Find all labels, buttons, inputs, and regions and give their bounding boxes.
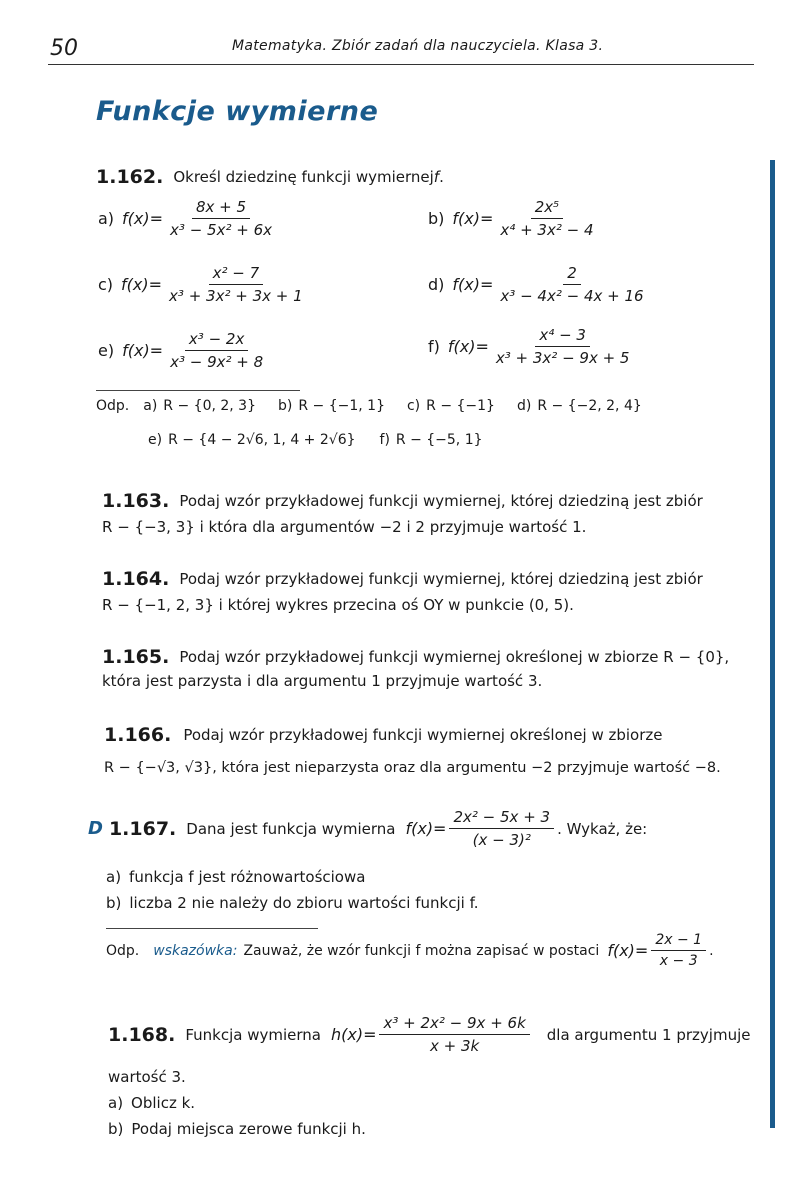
answer-label: f) bbox=[379, 432, 390, 448]
answers-label: Odp. bbox=[106, 942, 140, 959]
numerator: x² − 7 bbox=[209, 264, 264, 285]
answer-label: a) bbox=[143, 398, 158, 414]
formula-lhs: h(x)= bbox=[330, 1025, 377, 1044]
formula-lhs: f(x)= bbox=[405, 819, 447, 838]
answers-1-162-line2 bbox=[148, 432, 483, 448]
difficulty-marker: D bbox=[88, 818, 103, 839]
answers-label: Odp. bbox=[96, 398, 130, 414]
fraction bbox=[166, 198, 276, 239]
answer-value: R − {−1, 1} bbox=[298, 398, 385, 414]
problem-1-167 bbox=[88, 808, 647, 849]
problem-1-168 bbox=[108, 1014, 750, 1055]
item-label: a) bbox=[106, 868, 122, 886]
fraction bbox=[492, 326, 634, 367]
problem-text: Określ dziedzinę funkcji wymiernej bbox=[173, 168, 434, 186]
item-label: e) bbox=[98, 341, 115, 360]
margin-bar bbox=[770, 160, 775, 1128]
fraction bbox=[449, 808, 554, 849]
denominator: x + 3k bbox=[430, 1037, 480, 1055]
formula-lhs: f(x)= bbox=[121, 275, 163, 294]
section-title: Funkcje wymierne bbox=[96, 96, 379, 127]
item-label: d) bbox=[428, 275, 445, 294]
formula-c bbox=[98, 264, 310, 305]
problem-number: 1.163. bbox=[102, 490, 170, 512]
fraction bbox=[496, 198, 597, 239]
fraction bbox=[165, 264, 307, 305]
problem-text-line2: R − {−3, 3} i która dla argumentów −2 i 2 przyjmuje wartość 1. bbox=[102, 518, 587, 536]
answer-label: c) bbox=[406, 398, 421, 414]
problem-1-165 bbox=[102, 646, 729, 668]
item-label: a) bbox=[108, 1094, 124, 1112]
item-label: b) bbox=[108, 1120, 124, 1138]
formula-e bbox=[98, 330, 270, 371]
formula-lhs: f(x)= bbox=[452, 209, 494, 228]
formula-lhs: f(x)= bbox=[452, 275, 494, 294]
problem-text-end: . Wykaż, że: bbox=[557, 819, 648, 838]
numerator: 8x + 5 bbox=[192, 198, 250, 219]
item-text: Oblicz k. bbox=[131, 1094, 196, 1112]
answer-label: d) bbox=[516, 398, 532, 414]
denominator: x³ + 3x² − 9x + 5 bbox=[495, 349, 630, 367]
item-text: Podaj miejsca zerowe funkcji h. bbox=[131, 1120, 366, 1138]
problem-number: 1.162. bbox=[96, 166, 164, 188]
problem-text-end: dla argumentu 1 przyjmuje bbox=[546, 1025, 751, 1044]
problem-text-line2: wartość 3. bbox=[108, 1068, 186, 1086]
denominator: x³ − 4x² − 4x + 16 bbox=[500, 287, 644, 305]
formula-d bbox=[428, 264, 651, 305]
problem-number: 1.164. bbox=[102, 568, 170, 590]
page-number: 50 bbox=[50, 36, 78, 61]
numerator: x³ + 2x² − 9x + 6k bbox=[379, 1014, 529, 1035]
formula-b bbox=[428, 198, 600, 239]
item-label: b) bbox=[428, 209, 445, 228]
problem-number: 1.165. bbox=[102, 646, 170, 668]
answers-1-162-line1 bbox=[96, 398, 642, 414]
answer-label: e) bbox=[148, 432, 163, 448]
problem-text-f: f bbox=[433, 168, 440, 186]
answer-value: R − {−5, 1} bbox=[395, 432, 483, 448]
denominator: x³ + 3x² + 3x + 1 bbox=[169, 287, 303, 305]
problem-text-end: . bbox=[439, 168, 444, 186]
formula-lhs: f(x)= bbox=[122, 341, 164, 360]
answer-separator bbox=[106, 928, 318, 929]
formula-lhs: f(x)= bbox=[122, 209, 164, 228]
problem-1-167-item-b bbox=[106, 894, 479, 912]
numerator: 2x⁵ bbox=[531, 198, 563, 219]
problem-text: Podaj wzór przykładowej funkcji wymiernej określonej w zbiorze bbox=[183, 726, 663, 744]
numerator: x³ − 2x bbox=[185, 330, 248, 351]
answers-1-167 bbox=[106, 932, 714, 969]
fraction bbox=[496, 264, 647, 305]
problem-1-167-item-a bbox=[106, 868, 365, 886]
denominator: (x − 3)² bbox=[472, 831, 531, 849]
problem-number: 1.166. bbox=[104, 724, 172, 746]
answer-value: R − {−1} bbox=[426, 398, 495, 414]
answer-separator bbox=[96, 390, 300, 391]
denominator: x³ − 5x² + 6x bbox=[170, 221, 272, 239]
answer-label: b) bbox=[278, 398, 293, 414]
hint-label: wskazówka: bbox=[153, 942, 238, 959]
answer-value: R − {4 − 2√6, 1, 4 + 2√6} bbox=[168, 432, 356, 448]
numerator: 2 bbox=[563, 264, 581, 285]
problem-number: 1.167. bbox=[108, 817, 177, 840]
denominator: x − 3 bbox=[659, 953, 698, 969]
problem-1-168-item-b bbox=[108, 1120, 366, 1138]
item-label: f) bbox=[428, 337, 440, 356]
hint-text: Zauważ, że wzór funkcji f można zapisać w postaci bbox=[243, 942, 600, 959]
numerator: x⁴ − 3 bbox=[535, 326, 590, 347]
header-rule bbox=[48, 64, 754, 65]
problem-1-164 bbox=[102, 568, 703, 590]
numerator: 2x² − 5x + 3 bbox=[449, 808, 554, 829]
numerator: 2x − 1 bbox=[651, 932, 706, 951]
problem-text: Podaj wzór przykładowej funkcji wymiernej, której dziedziną jest zbiór bbox=[179, 570, 703, 588]
problem-text-line2: która jest parzysta i dla argumentu 1 przyjmuje wartość 3. bbox=[102, 672, 543, 690]
item-label: c) bbox=[98, 275, 114, 294]
hint-end: . bbox=[709, 942, 714, 959]
problem-text: Podaj wzór przykładowej funkcji wymiernej określonej w zbiorze R − {0}, bbox=[179, 648, 730, 666]
fraction bbox=[379, 1014, 529, 1055]
problem-text: Dana jest funkcja wymierna bbox=[186, 819, 396, 838]
answer-value: R − {0, 2, 3} bbox=[163, 398, 256, 414]
problem-text-line2: R − {−1, 2, 3} i której wykres przecina oś OY w punkcie (0, 5). bbox=[102, 596, 574, 614]
item-text: liczba 2 nie należy do zbioru wartości funkcji f. bbox=[129, 894, 479, 912]
book-title: Matematyka. Zbiór zadań dla nauczyciela. Klasa 3. bbox=[232, 38, 604, 54]
problem-text: Podaj wzór przykładowej funkcji wymiernej, której dziedziną jest zbiór bbox=[179, 492, 703, 510]
problem-number: 1.168. bbox=[108, 1023, 176, 1046]
problem-1-166 bbox=[104, 724, 663, 746]
denominator: x³ − 9x² + 8 bbox=[170, 353, 264, 371]
problem-1-162-statement bbox=[96, 166, 444, 188]
denominator: x⁴ + 3x² − 4 bbox=[500, 221, 594, 239]
answer-value: R − {−2, 2, 4} bbox=[537, 398, 642, 414]
formula-lhs: f(x)= bbox=[607, 941, 649, 960]
fraction bbox=[166, 330, 267, 371]
formula-f bbox=[428, 326, 636, 367]
fraction bbox=[651, 932, 706, 969]
problem-1-163 bbox=[102, 490, 703, 512]
item-label: a) bbox=[98, 209, 115, 228]
formula-lhs: f(x)= bbox=[447, 337, 489, 356]
problem-1-168-item-a bbox=[108, 1094, 195, 1112]
problem-text-line2: R − {−√3, √3}, która jest nieparzysta oraz dla argumentu −2 przyjmuje wartość −8. bbox=[104, 760, 721, 776]
formula-a bbox=[98, 198, 279, 239]
item-label: b) bbox=[106, 894, 122, 912]
problem-text: Funkcja wymierna bbox=[185, 1025, 321, 1044]
item-text: funkcja f jest różnowartościowa bbox=[129, 868, 366, 886]
